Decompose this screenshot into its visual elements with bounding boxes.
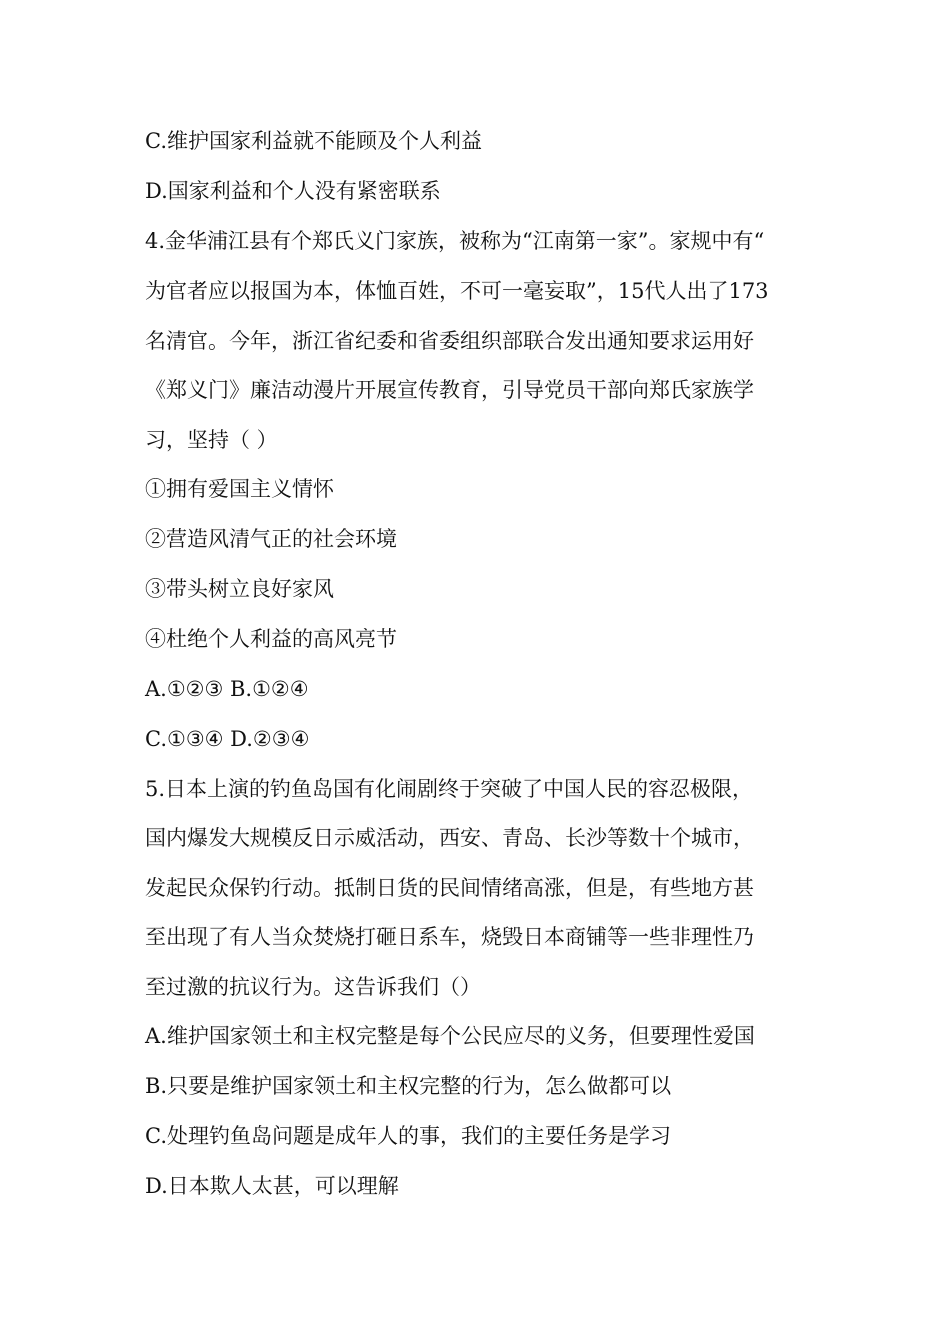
option-d-q3: D.国家利益和个人没有紧密联系 — [145, 179, 441, 203]
option-b-q5: B.只要是维护国家领土和主权完整的行为，怎么做都可以 — [145, 1074, 672, 1098]
option-c-q5: C.处理钓鱼岛问题是成年人的事，我们的主要任务是学习 — [145, 1124, 671, 1148]
option-a-q5: A.维护国家领土和主权完整是每个公民应尽的义务，但要理性爱国 — [145, 1024, 755, 1048]
question-4-line-5: 习，坚持（ ） — [145, 428, 278, 452]
statement-4: ④杜绝个人利益的高风亮节 — [145, 627, 397, 651]
question-5-line-2: 国内爆发大规模反日示威活动，西安、青岛、长沙等数十个城市， — [145, 826, 754, 850]
question-5-line-5: 至过激的抗议行为。这告诉我们（） — [145, 975, 481, 999]
options-ab-q4: A.①②③ B.①②④ — [145, 677, 309, 701]
question-4-line-3: 名清官。今年，浙江省纪委和省委组织部联合发出通知要求运用好 — [145, 329, 754, 353]
question-5-line-4: 至出现了有人当众焚烧打砸日系车，烧毁日本商铺等一些非理性乃 — [145, 925, 754, 949]
option-d-q5: D.日本欺人太甚，可以理解 — [145, 1174, 399, 1198]
question-4-line-2: 为官者应以报国为本，体恤百姓，不可一毫妄取”，15代人出了173 — [145, 279, 769, 303]
option-c-q3: C.维护国家利益就不能顾及个人利益 — [145, 129, 482, 153]
question-4-line-1: 4.金华浦江县有个郑氏义门家族，被称为“江南第一家”。家规中有“ — [145, 229, 765, 253]
statement-3: ③带头树立良好家风 — [145, 577, 334, 601]
options-cd-q4: C.①③④ D.②③④ — [145, 727, 310, 751]
question-5-line-3: 发起民众保钓行动。抵制日货的民间情绪高涨，但是，有些地方甚 — [145, 876, 754, 900]
statement-1: ①拥有爱国主义情怀 — [145, 477, 334, 501]
statement-2: ②营造风清气正的社会环境 — [145, 527, 397, 551]
question-5-line-1: 5.日本上演的钓鱼岛国有化闹剧终于突破了中国人民的容忍极限， — [145, 777, 754, 801]
question-4-line-4: 《郑义门》廉洁动漫片开展宣传教育，引导党员干部向郑氏家族学 — [145, 378, 754, 402]
